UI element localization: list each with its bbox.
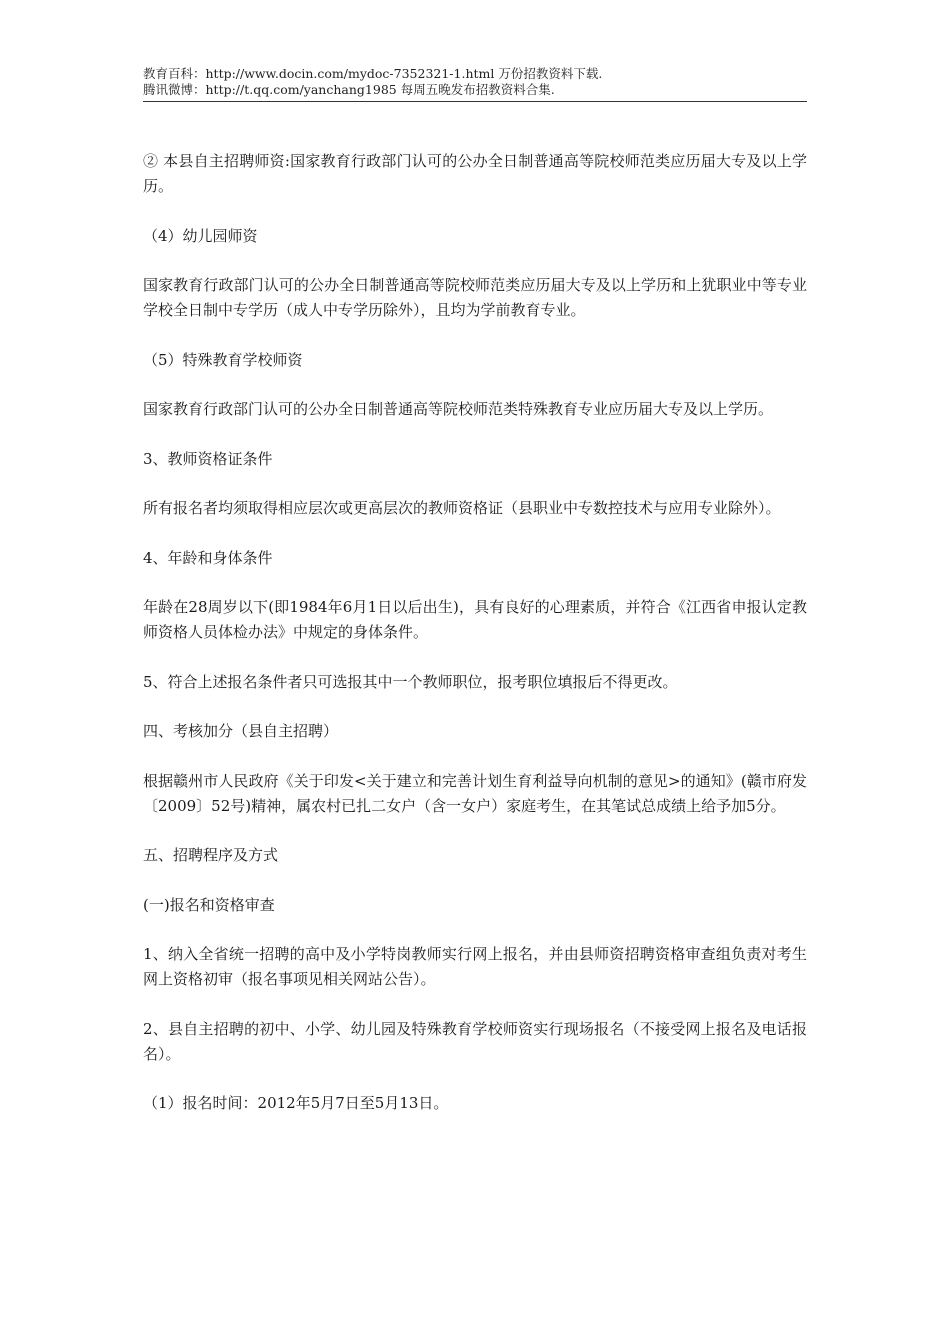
paragraph-special-education-requirement: 国家教育行政部门认可的公办全日制普通高等院校师范类特殊教育专业应历届大专及以上学历。 [143, 400, 774, 418]
paragraph-teacher-certificate: 所有报名者均须取得相应层次或更高层次的教师资格证（县职业中专数控技术与应用专业除外）。 [143, 499, 781, 517]
paragraph-bonus-points: 根据赣州市人民政府《关于印发<关于建立和完善计划生育利益导向机制的意见>的通知》(赣市府发〔2009〕52号)精神，属农村已扎二女户（含一女户）家庭考生，在其笔试总成绩上给予加5分。 [143, 771, 807, 815]
heading-special-education-teachers: （5）特殊教育学校师资 [143, 350, 303, 369]
paragraph-single-position: 5、符合上述报名条件者只可选报其中一个教师职位，报考职位填报后不得更改。 [143, 672, 678, 691]
document-body [143, 149, 807, 1141]
header-line-docin: 教育百科：http://www.docin.com/mydoc-7352321-1.html 万份招教资料下载. [143, 66, 603, 81]
heading-kindergarten-teachers: （4）幼儿园师资 [143, 226, 258, 245]
paragraph-age-health: 年龄在28周岁以下(即1984年6月1日以后出生)，具有良好的心理素质，并符合《江西省申报认定教师资格人员体检办法》中规定的身体条件。 [143, 598, 807, 641]
paragraph-online-registration: 1、纳入全省统一招聘的高中及小学特岗教师实行网上报名，并由县师资招聘资格审查组负责对考生网上资格初审（报名事项见相关网站公告）。 [143, 945, 807, 988]
paragraph-county-hiring-requirement: ② 本县自主招聘师资:国家教育行政部门认可的公办全日制普通高等院校师范类应历届大专及以上学历。 [143, 152, 807, 195]
paragraph-onsite-registration: 2、县自主招聘的初中、小学、幼儿园及特殊教育学校师资实行现场报名（不接受网上报名及电话报名）。 [143, 1019, 807, 1063]
page-header [143, 66, 807, 98]
heading-age-health: 4、年龄和身体条件 [143, 548, 273, 567]
paragraph-kindergarten-requirement: 国家教育行政部门认可的公办全日制普通高等院校师范类应历届大专及以上学历和上犹职业中等专业学校全日制中专学历（成人中专学历除外），且均为学前教育专业。 [143, 276, 807, 319]
heading-bonus-points: 四、考核加分（县自主招聘） [143, 722, 339, 740]
heading-registration-review: (一)报名和资格审查 [143, 895, 275, 914]
header-divider [143, 101, 807, 102]
heading-recruitment-procedure: 五、招聘程序及方式 [143, 846, 279, 864]
header-line-weibo: 腾讯微博：http://t.qq.com/yanchang1985 每周五晚发布招教资料合集. [143, 82, 555, 97]
paragraph-registration-time: （1）报名时间：2012年5月7日至5月13日。 [143, 1094, 449, 1112]
heading-teacher-certificate: 3、教师资格证条件 [143, 449, 273, 468]
